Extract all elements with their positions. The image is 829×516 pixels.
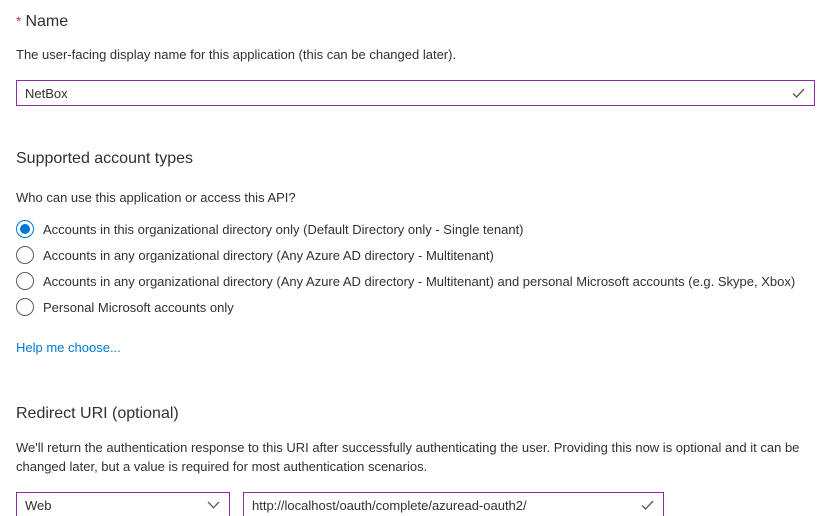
radio-button[interactable] <box>16 298 34 316</box>
account-types-question: Who can use this application or access this API? <box>16 190 296 205</box>
radio-button[interactable] <box>16 246 34 264</box>
platform-select[interactable] <box>16 492 230 516</box>
required-asterisk: * <box>16 13 22 29</box>
name-section-title <box>16 12 815 32</box>
check-icon <box>641 500 663 511</box>
radio-option-label: Personal Microsoft accounts only <box>43 299 234 315</box>
radio-option-single-tenant[interactable] <box>16 220 815 238</box>
account-types-heading: Supported account types <box>16 150 194 167</box>
help-me-choose-link[interactable]: Help me choose... <box>16 340 121 355</box>
radio-option-label: Accounts in any organizational directory (Any Azure AD directory - Multitenant) and personal Microsoft accounts (e.g. Skype, Xbox) <box>43 273 796 289</box>
radio-button[interactable] <box>16 220 34 238</box>
radio-option-label: Accounts in this organizational directory only (Default Directory only - Single tenant) <box>43 221 524 237</box>
account-types-radio-group <box>16 220 815 316</box>
radio-option-label: Accounts in any organizational directory (Any Azure AD directory - Multitenant) <box>43 247 494 263</box>
redirect-uri-heading: Redirect URI (optional) <box>16 405 179 422</box>
app-name-input[interactable] <box>17 86 792 101</box>
redirect-uri-description: We'll return the authentication response to this URI after successfully authenticating the user. Providing this now is optional and it can be changed later, but a value is required for most authentication scenarios. <box>16 440 800 474</box>
app-name-field[interactable] <box>16 80 815 106</box>
redirect-uri-input[interactable] <box>244 498 641 513</box>
name-section-heading: Name <box>25 13 69 30</box>
redirect-uri-controls <box>16 492 815 516</box>
radio-button[interactable] <box>16 272 34 290</box>
radio-option-multitenant-personal[interactable] <box>16 272 815 290</box>
radio-option-personal-only[interactable] <box>16 298 815 316</box>
radio-option-multitenant[interactable] <box>16 246 815 264</box>
redirect-uri-field[interactable] <box>243 492 664 516</box>
platform-select-value: Web <box>25 497 52 513</box>
chevron-down-icon <box>207 501 229 509</box>
name-description: The user-facing display name for this application (this can be changed later). <box>16 47 457 62</box>
check-icon <box>792 88 814 99</box>
